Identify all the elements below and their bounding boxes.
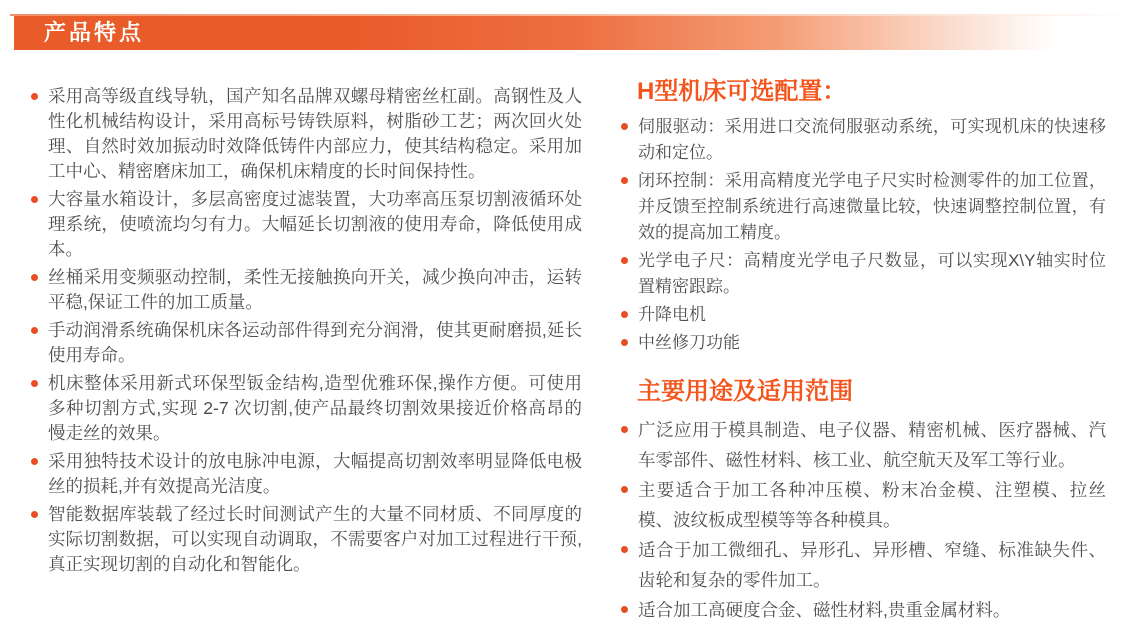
application-text: 主要适合于加工各种冲压模、粉末冶金模、注塑模、拉丝模、波纹板成型模等等各种模具。: [638, 480, 1106, 530]
features-section: [30, 84, 582, 580]
config-item: [620, 168, 1106, 246]
bullet-icon: [31, 327, 38, 334]
feature-item: [30, 265, 582, 315]
feature-item: [30, 371, 582, 446]
feature-item: [30, 502, 582, 577]
feature-text: 智能数据库装载了经过长时间测试产生的大量不同材质、不同厚度的实际切割数据，可以实现自动调取，不需要客户对加工过程进行干预,真正实现切割的自动化和智能化。: [48, 504, 582, 574]
bullet-icon: [621, 339, 628, 346]
feature-text: 采用高等级直线导轨，国产知名品牌双螺母精密丝杠副。高钢性及人性化机械结构设计，采用高标号铸铁原料，树脂砂工艺；两次回火处理、自然时效加振动时效降低铸件内部应力，使其结构稳定。采用加工中心、精密磨床加工，确保机床精度的长时间保持性。: [48, 86, 582, 181]
application-text: 适合加工高硬度合金、磁性材料,贵重金属材料。: [638, 600, 1011, 620]
applications-list: [620, 415, 1106, 625]
application-item: [620, 595, 1106, 625]
feature-text: 采用独特技术设计的放电脉冲电源，大幅提高切割效率明显降低电极丝的损耗,并有效提高光洁度。: [48, 451, 582, 496]
features-list: [30, 84, 582, 577]
feature-text: 机床整体采用新式环保型钣金结构,造型优雅环保,操作方便。可使用多种切割方式,实现 2-7 次切割,使产品最终切割效果接近价格高昂的慢走丝的效果。: [48, 373, 582, 443]
config-text: 升降电机: [638, 305, 706, 324]
bullet-icon: [621, 311, 628, 318]
bullet-icon: [621, 123, 628, 130]
config-text: 光学电子尺：高精度光学电子尺数显，可以实现X\Y轴实时位置精密跟踪。: [638, 251, 1106, 296]
bullet-icon: [621, 606, 628, 613]
config-item: [620, 302, 1106, 328]
application-item: [620, 535, 1106, 595]
bullet-icon: [621, 546, 628, 553]
feature-item: [30, 187, 582, 262]
bullet-icon: [31, 274, 38, 281]
config-text: 中丝修刀功能: [638, 333, 740, 352]
applications-heading: 主要用途及适用范围: [637, 378, 853, 405]
feature-text: 大容量水箱设计，多层高密度过滤装置，大功率高压泵切割液循环处理系统，使喷流均匀有力。大幅延长切割液的使用寿命，降低使用成本。: [48, 189, 582, 259]
config-text: 伺服驱动：采用进口交流伺服驱动系统，可实现机床的快速移动和定位。: [638, 117, 1106, 162]
bullet-icon: [621, 177, 628, 184]
section-banner: [14, 16, 1133, 50]
config-text: 闭环控制：采用高精度光学电子尺实时检测零件的加工位置，并反馈至控制系统进行高速微量比较，快速调整控制位置，有效的提高加工精度。: [638, 171, 1106, 242]
bullet-icon: [31, 196, 38, 203]
optional-config-list: [620, 114, 1106, 356]
bullet-icon: [621, 486, 628, 493]
config-item: [620, 248, 1106, 300]
bullet-icon: [621, 257, 628, 264]
application-item: [620, 475, 1106, 535]
feature-item: [30, 84, 582, 184]
feature-item: [30, 449, 582, 499]
config-item: [620, 330, 1106, 356]
optional-config-heading: H型机床可选配置：: [637, 78, 847, 105]
bullet-icon: [31, 511, 38, 518]
feature-text: 丝桶采用变频驱动控制，柔性无接触换向开关，减少换向冲击，运转平稳,保证工件的加工质量。: [48, 267, 582, 312]
bullet-icon: [621, 426, 628, 433]
bullet-icon: [31, 458, 38, 465]
feature-text: 手动润滑系统确保机床各运动部件得到充分润滑，使其更耐磨损,延长使用寿命。: [48, 320, 582, 365]
page-title: 产品特点: [44, 20, 145, 45]
application-item: [620, 415, 1106, 475]
feature-item: [30, 318, 582, 368]
config-item: [620, 114, 1106, 166]
application-text: 适合于加工微细孔、异形孔、异形槽、窄缝、标准缺失件、齿轮和复杂的零件加工。: [638, 540, 1106, 590]
right-column: [620, 78, 1106, 625]
bullet-icon: [31, 93, 38, 100]
application-text: 广泛应用于模具制造、电子仪器、精密机械、医疗器械、汽车零部件、磁性材料、核工业、航空航天及军工等行业。: [638, 420, 1106, 470]
bullet-icon: [31, 380, 38, 387]
